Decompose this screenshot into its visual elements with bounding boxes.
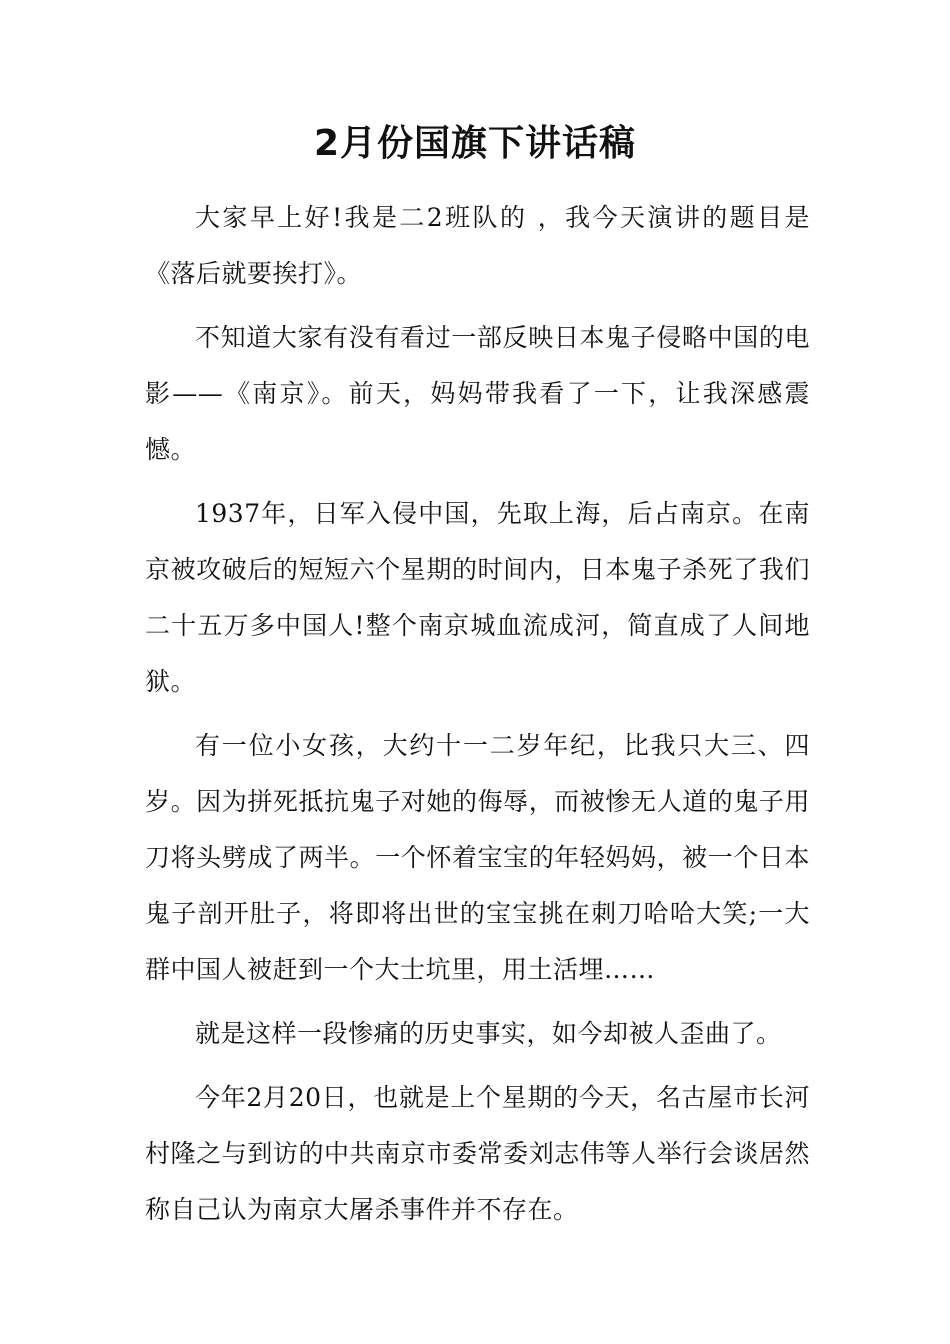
paragraph-5: 就是这样一段惨痛的历史事实，如今却被人歪曲了。	[195, 1019, 782, 1048]
paragraph-6: 今年2月20日，也就是上个星期的今天，名古屋市长河村隆之与到访的中共南京市委常委刘志伟等人举行会谈居然称自己认为南京大屠杀事件并不存在。	[145, 1083, 810, 1224]
paragraph-3: 1937年，日军入侵中国，先取上海，后占南京。在南京被攻破后的短短六个星期的时间内，日本鬼子杀死了我们二十五万多中国人!整个南京城血流成河，简直成了人间地狱。	[145, 499, 810, 696]
page-title: 2月份国旗下讲话稿	[313, 123, 637, 164]
paragraph-2: 不知道大家有没有看过一部反映日本鬼子侵略中国的电影——《南京》。前天，妈妈带我看了一下，让我深感震憾。	[145, 323, 810, 464]
paragraph-4: 有一位小女孩，大约十一二岁年纪，比我只大三、四岁。因为拼死抵抗鬼子对她的侮辱，而被惨无人道的鬼子用刀将头劈成了两半。一个怀着宝宝的年轻妈妈，被一个日本鬼子剖开肚子，将即将出世的宝宝挑在刺刀哈哈大笑;一大群中国人被赶到一个大士坑里，用土活埋……	[145, 731, 810, 984]
paragraph-1: 大家早上好!我是二2班队的 ，我今天演讲的题目是《落后就要挨打》。	[145, 203, 810, 288]
document-body	[145, 190, 810, 1246]
